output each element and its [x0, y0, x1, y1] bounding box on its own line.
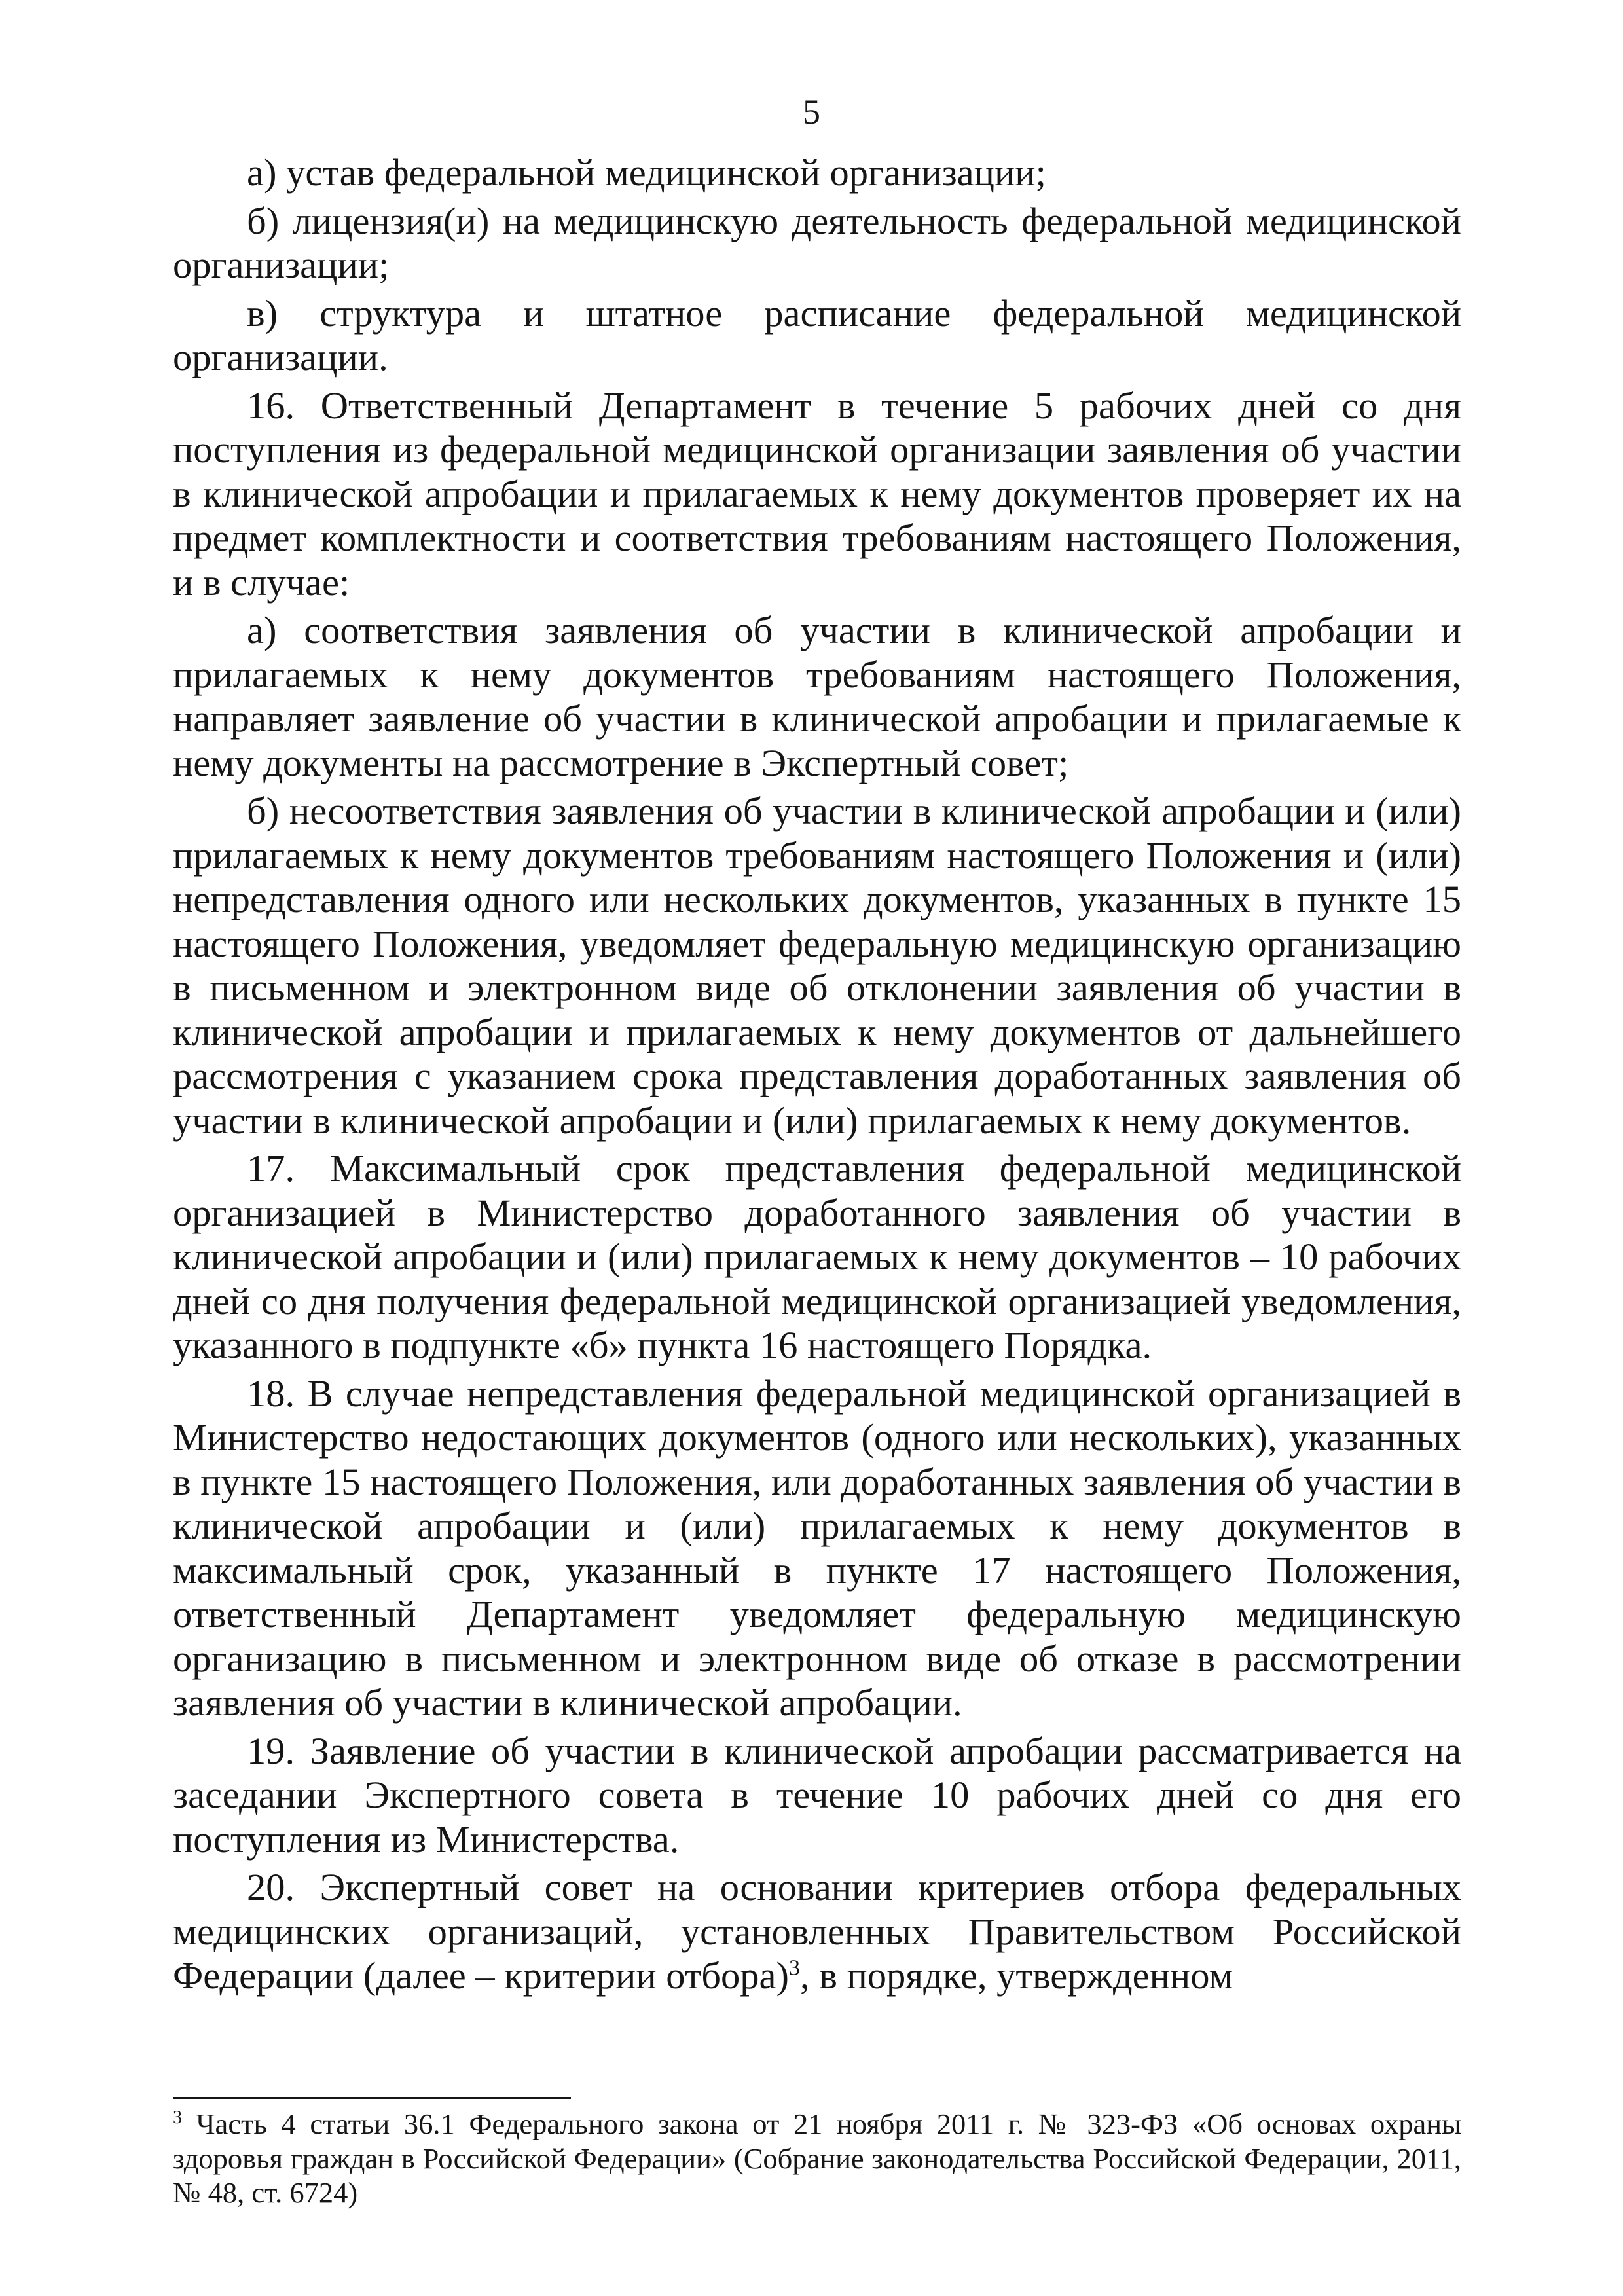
- document-body: [173, 151, 1461, 1998]
- footnote-reference: 3: [789, 1956, 800, 1980]
- footnote-text: Часть 4 статьи 36.1 Федерального закона от 21 ноября 2011 г. № 323-ФЗ «Об основах охраны здоровья граждан в Российской Федерации» (Собрание законодательства Российской Федерации, 2011, № 48, ст. 6724): [173, 2107, 1461, 2209]
- paragraph-19: 19. Заявление об участии в клинической апробации рассматривается на заседании Экспертного совета в течение 10 рабочих дней со дня его поступления из Министерства.: [173, 1729, 1461, 1861]
- page-number: 5: [803, 92, 820, 132]
- paragraph-15b: б) лицензия(и) на медицинскую деятельность федеральной медицинской организации;: [173, 199, 1461, 286]
- paragraph-20-text: 20. Экспертный совет на основании критериев отбора федеральных медицинских организаций, установленных Правительством Российской Федерации (далее – критерии отбора): [173, 1866, 1461, 1997]
- paragraph-15c: в) структура и штатное расписание федеральной медицинской организации.: [173, 291, 1461, 378]
- paragraph-20: [173, 1865, 1461, 1998]
- footnote: [173, 2107, 1461, 2210]
- footnote-mark: 3: [173, 2107, 182, 2128]
- footnote-separator: [173, 2097, 571, 2099]
- paragraph-16b: б) несоответствия заявления об участии в клинической апробации и (или) прилагаемых к нему документов требованиям настоящего Положения и (или) непредставления одного или нескольких документов, указанных в пункте 15 настоящего Положения, уведомляет федеральную медицинскую организацию в письменном и электронном виде об отклонении заявления об участии в клинической апробации и прилагаемых к нему документов от дальнейшего рассмотрения с указанием срока представления доработанных заявления об участии в клинической апробации и (или) прилагаемых к нему документов.: [173, 790, 1461, 1142]
- paragraph-16: 16. Ответственный Департамент в течение 5 рабочих дней со дня поступления из федеральной медицинской организации заявления об участии в клинической апробации и прилагаемых к нему документов проверяет их на предмет комплектности и соответствия требованиям настоящего Положения, и в случае:: [173, 384, 1461, 604]
- paragraph-18: 18. В случае непредставления федеральной медицинской организацией в Министерство недостающих документов (одного или нескольких), указанных в пункте 15 настоящего Положения, или доработанных заявления об участии в клинической апробации и (или) прилагаемых к нему документов в максимальный срок, указанный в пункте 17 настоящего Положения, ответственный Департамент уведомляет федеральную медицинскую организацию в письменном и электронном виде об отказе в рассмотрении заявления об участии в клинической апробации.: [173, 1372, 1461, 1724]
- paragraph-20-text-continued: , в порядке, утвержденном: [800, 1954, 1233, 1997]
- paragraph-16a: а) соответствия заявления об участии в клинической апробации и прилагаемых к нему документов требованиям настоящего Положения, направляет заявление об участии в клинической апробации и прилагаемые к нему документы на рассмотрение в Экспертный совет;: [173, 609, 1461, 784]
- paragraph-15a: а) устав федеральной медицинской организации;: [247, 151, 1046, 194]
- paragraph-17: 17. Максимальный срок представления федеральной медицинской организацией в Министерство доработанного заявления об участии в клинической апробации и (или) прилагаемых к нему документов – 10 рабочих дней со дня получения федеральной медицинской организацией уведомления, указанного в подпункте «б» пункта 16 настоящего Порядка.: [173, 1147, 1461, 1366]
